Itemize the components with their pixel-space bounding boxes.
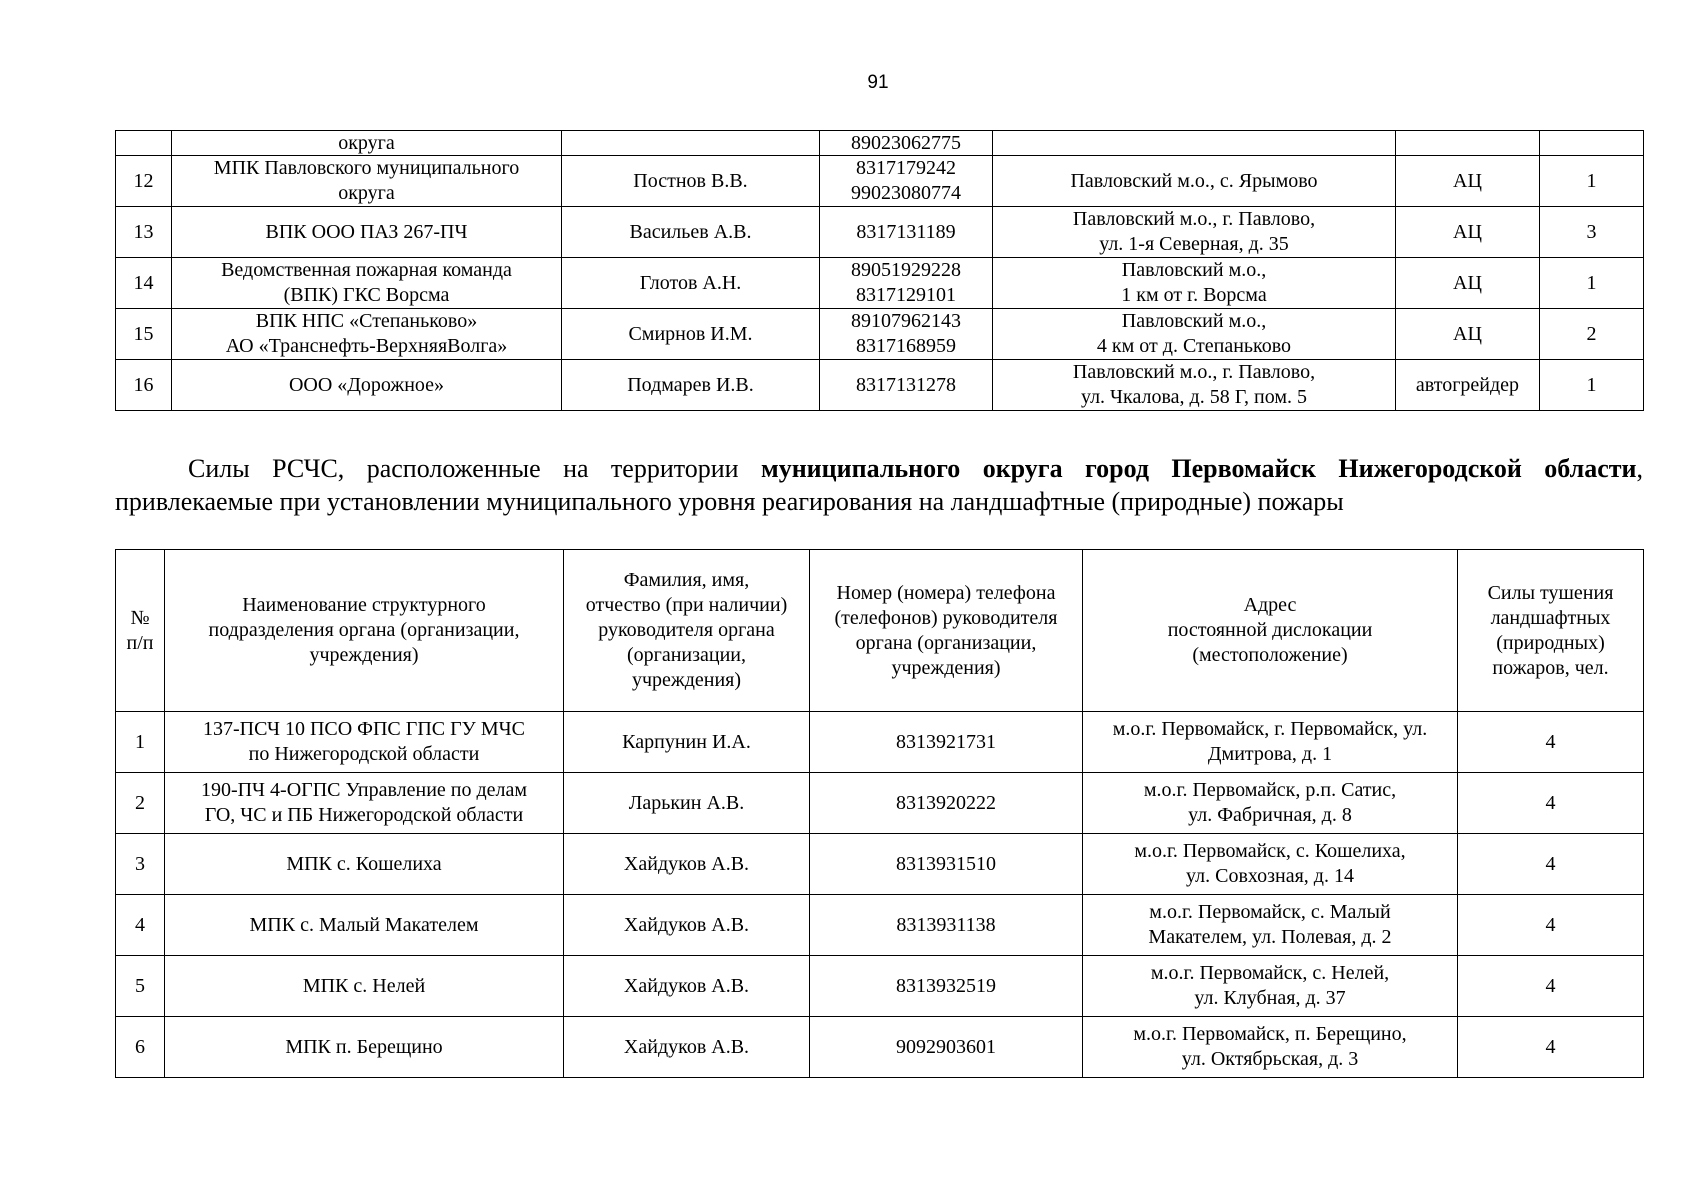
cell-line: Дмитрова, д. 1 (1207, 743, 1333, 765)
cell-name (172, 156, 562, 207)
cell-num: 16 (116, 360, 172, 411)
cell-count: 4 (1458, 773, 1644, 834)
cell-count: 2 (1540, 309, 1644, 360)
cell-line: Силы тушения (1487, 581, 1614, 604)
cell-phones (820, 360, 993, 411)
cell-line: МПК с. Кошелиха (286, 852, 442, 875)
cell-line: учреждения) (309, 644, 419, 666)
cell-line: учреждения) (631, 669, 742, 691)
cell-line: ул. 1-я Северная, д. 35 (1099, 233, 1289, 255)
cell-person: Карпунин И.А. (564, 712, 810, 773)
cell-line: № (130, 606, 150, 629)
cell-equipment: автогрейдер (1396, 360, 1540, 411)
cell-name (165, 1017, 564, 1078)
cell-num: 4 (116, 895, 165, 956)
column-header (165, 550, 564, 712)
cell-line: ул. Фабричная, д. 8 (1188, 804, 1352, 826)
cell-name (165, 712, 564, 773)
cell-line: 8317179242 (856, 157, 956, 179)
cell-line: МПК с. Нелей (302, 974, 426, 997)
cell-line: округа (338, 132, 395, 154)
cell-line: ул. Чкалова, д. 58 Г, пом. 5 (1080, 386, 1308, 408)
cell-line: (организации, (626, 644, 747, 666)
cell-line: 8317129101 (856, 284, 956, 306)
cell-line: ул. Клубная, д. 37 (1194, 987, 1346, 1009)
cell-num: 12 (116, 156, 172, 207)
cell-count: 1 (1540, 156, 1644, 207)
cell-line: м.о.г. Первомайск, р.п. Сатис, (1143, 779, 1397, 801)
table-row (116, 360, 1644, 411)
cell-line: 89023062775 (851, 132, 961, 154)
cell-equipment: АЦ (1396, 207, 1540, 258)
cell-line: 190-ПЧ 4-ОГПС Управление по делам (200, 779, 528, 801)
cell-address (993, 258, 1396, 309)
table-row (116, 207, 1644, 258)
top-table (115, 130, 1644, 411)
table-row (116, 309, 1644, 360)
cell-count: 1 (1540, 258, 1644, 309)
cell-line: м.о.г. Первомайск, с. Нелей, (1150, 962, 1390, 984)
main-table (115, 549, 1644, 1078)
cell-num: 13 (116, 207, 172, 258)
table-row (116, 258, 1644, 309)
cell-equipment: АЦ (1396, 309, 1540, 360)
column-header (1083, 550, 1458, 712)
cell-line: 89051929228 (851, 259, 961, 281)
cell-phone: 8313921731 (810, 712, 1083, 773)
cell-name (172, 131, 562, 156)
cell-address (993, 309, 1396, 360)
cell-count: 4 (1458, 956, 1644, 1017)
table-row (116, 895, 1644, 956)
table-row (116, 712, 1644, 773)
table-row (116, 956, 1644, 1017)
heading-bold: муниципального округа город Первомайск Нижегородской области (760, 454, 1637, 483)
cell-person: Хайдуков А.В. (564, 895, 810, 956)
column-header (564, 550, 810, 712)
cell-name (165, 895, 564, 956)
cell-line: ВПК НПС «Степаньково» (255, 310, 478, 332)
cell-num: 14 (116, 258, 172, 309)
cell-line: ГО, ЧС и ПБ Нижегородской области (204, 804, 524, 826)
cell-line: 1 км от г. Ворсма (1121, 284, 1267, 306)
cell-person (562, 131, 820, 156)
cell-line: ул. Октябрьская, д. 3 (1181, 1048, 1359, 1070)
cell-line: Ведомственная пожарная команда (221, 259, 512, 281)
cell-line: постоянной дислокации (1167, 619, 1373, 641)
cell-num: 3 (116, 834, 165, 895)
cell-phones (820, 131, 993, 156)
cell-equipment (1396, 131, 1540, 156)
cell-line: по Нижегородской области (248, 743, 480, 765)
cell-line: учреждения) (891, 656, 1001, 679)
cell-count (1540, 131, 1644, 156)
cell-person: Хайдуков А.В. (564, 1017, 810, 1078)
cell-person: Хайдуков А.В. (564, 834, 810, 895)
cell-name (172, 309, 562, 360)
cell-equipment: АЦ (1396, 258, 1540, 309)
cell-line: 89107962143 (851, 310, 961, 332)
cell-line: (ВПК) ГКС Ворсма (283, 284, 450, 306)
cell-line: округа (338, 182, 395, 204)
cell-line: Макателем, ул. Полевая, д. 2 (1148, 926, 1392, 948)
cell-line: АО «Транснефть-ВерхняяВолга» (225, 335, 508, 357)
cell-person: Глотов А.Н. (562, 258, 820, 309)
cell-line: 8317168959 (856, 335, 956, 357)
cell-address (993, 207, 1396, 258)
cell-line: ВПК ООО ПАЗ 267-ПЧ (265, 220, 468, 243)
cell-address (1083, 956, 1458, 1017)
cell-line: пожаров, чел. (1492, 656, 1609, 679)
cell-line: ландшафтных (1490, 606, 1611, 629)
cell-line: (природных) (1496, 631, 1605, 654)
column-header (810, 550, 1083, 712)
table-row (116, 131, 1644, 156)
cell-count: 4 (1458, 1017, 1644, 1078)
table-header-row (116, 550, 1644, 712)
cell-count: 4 (1458, 895, 1644, 956)
cell-address (1083, 712, 1458, 773)
cell-line: 137-ПСЧ 10 ПСО ФПС ГПС ГУ МЧС (203, 718, 525, 740)
cell-line: МПК с. Малый Макателем (249, 913, 479, 936)
cell-person: Васильев А.В. (562, 207, 820, 258)
table-row (116, 156, 1644, 207)
cell-phones (820, 309, 993, 360)
cell-address (993, 360, 1396, 411)
cell-name (165, 773, 564, 834)
cell-line: Павловский м.о., (1121, 310, 1267, 332)
cell-count: 3 (1540, 207, 1644, 258)
cell-name (165, 834, 564, 895)
column-header (116, 550, 165, 712)
cell-num (116, 131, 172, 156)
cell-count: 4 (1458, 834, 1644, 895)
column-header (1458, 550, 1644, 712)
cell-line: Фамилия, имя, (623, 569, 750, 591)
table-row (116, 834, 1644, 895)
cell-line: (телефонов) руководителя (834, 606, 1058, 629)
cell-equipment: АЦ (1396, 156, 1540, 207)
cell-phones (820, 258, 993, 309)
cell-line: ООО «Дорожное» (288, 373, 445, 396)
cell-phones (820, 156, 993, 207)
cell-line: м.о.г. Первомайск, с. Малый (1149, 901, 1391, 923)
cell-line: отчество (при наличии) (585, 594, 788, 616)
cell-line: (местоположение) (1192, 644, 1348, 666)
cell-person: Смирнов И.М. (562, 309, 820, 360)
cell-num: 2 (116, 773, 165, 834)
cell-num: 15 (116, 309, 172, 360)
section-heading: Силы РСЧС, расположенные на территории муниципального округа город Первомайск Нижегородской области, привлекаемые при установлении муниципального уровня реагирования на ландшафтные (природные) пожары (115, 454, 1643, 516)
cell-line: Павловский м.о., (1121, 259, 1267, 281)
cell-line: 8317131189 (856, 220, 956, 243)
cell-phones (820, 207, 993, 258)
cell-address (993, 131, 1396, 156)
cell-line: подразделения органа (организации, (208, 619, 520, 641)
cell-num: 6 (116, 1017, 165, 1078)
cell-line: руководителя органа (598, 619, 775, 641)
cell-address (1083, 773, 1458, 834)
cell-phone: 9092903601 (810, 1017, 1083, 1078)
cell-phone: 8313932519 (810, 956, 1083, 1017)
cell-person: Хайдуков А.В. (564, 956, 810, 1017)
table-row (116, 773, 1644, 834)
page-number: 91 (867, 72, 889, 93)
cell-name (172, 207, 562, 258)
cell-line: Адрес (1243, 594, 1297, 616)
cell-address (1083, 895, 1458, 956)
cell-line: ул. Совхозная, д. 14 (1186, 865, 1354, 887)
cell-line: МПК п. Берещино (285, 1035, 443, 1058)
cell-person: Постнов В.В. (562, 156, 820, 207)
cell-phone: 8313931510 (810, 834, 1083, 895)
cell-line: органа (организации, (855, 631, 1037, 654)
cell-line: Наименование структурного (242, 594, 486, 616)
cell-phone: 8313931138 (810, 895, 1083, 956)
cell-line: Павловский м.о., г. Павлово, (1072, 208, 1316, 230)
cell-name (172, 360, 562, 411)
cell-address (1083, 1017, 1458, 1078)
cell-name (165, 956, 564, 1017)
cell-address (993, 156, 1396, 207)
cell-count: 1 (1540, 360, 1644, 411)
cell-line: Номер (номера) телефона (836, 581, 1056, 604)
cell-num: 1 (116, 712, 165, 773)
cell-line: Павловский м.о., с. Ярымово (1070, 169, 1318, 192)
table-row (116, 1017, 1644, 1078)
cell-num: 5 (116, 956, 165, 1017)
cell-line: 8317131278 (856, 373, 956, 396)
cell-line: м.о.г. Первомайск, г. Первомайск, ул. (1112, 718, 1428, 740)
cell-person: Подмарев И.В. (562, 360, 820, 411)
cell-line: 99023080774 (851, 182, 961, 204)
cell-line: МПК Павловского муниципального (213, 157, 520, 179)
cell-person: Ларькин А.В. (564, 773, 810, 834)
cell-line: м.о.г. Первомайск, с. Кошелиха, (1134, 840, 1406, 862)
cell-phone: 8313920222 (810, 773, 1083, 834)
cell-line: п/п (126, 631, 154, 654)
cell-address (1083, 834, 1458, 895)
cell-count: 4 (1458, 712, 1644, 773)
cell-name (172, 258, 562, 309)
cell-line: м.о.г. Первомайск, п. Берещино, (1133, 1023, 1407, 1045)
cell-line: 4 км от д. Степаньково (1096, 335, 1292, 357)
cell-line: Павловский м.о., г. Павлово, (1072, 361, 1316, 383)
